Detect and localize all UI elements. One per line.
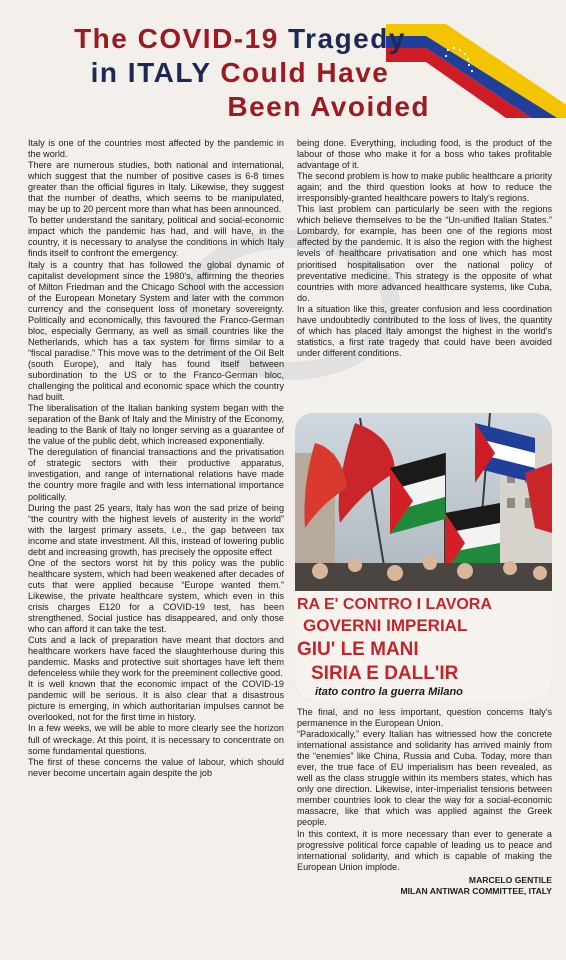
protest-photo-illustration bbox=[295, 413, 552, 700]
paragraph: There are numerous studies, both national and international, which suggest that the number of positive cases is 6-8 times greater than the official figures in Italy. Likewise, they suggest that the number of deaths, which seems to be manipulated, may be up to 20 percent more than what has been announced. bbox=[28, 160, 284, 215]
title-part: Could Have bbox=[220, 57, 390, 88]
title-line-1 bbox=[30, 22, 450, 56]
paragraph: To better understand the sanitary, political and social-economic impact which the pandemic has had, and will have, in the country, it is necessary to analyse the conditions in which Italy finds itself to confront the emergency. bbox=[28, 215, 284, 259]
paragraph: In a few weeks, we will be able to more clearly see the horizon full of wreckage. At this point, it is necessary to concentrate on some fundamental questions. bbox=[28, 723, 284, 756]
right-column-top bbox=[297, 138, 552, 359]
title-part: Been Avoided bbox=[227, 91, 430, 122]
paragraph: In a situation like this, greater confusion and less coordination have undoubtedly contributed to the loss of lives, the quantity of which has placed Italy amongst the highest in the world's statistics, a first rate tragedy that could have been avoided under different conditions. bbox=[297, 303, 552, 358]
paragraph: “Paradoxically,” every Italian has witnessed how the concrete international assistance and solidarity has arrived mainly from the “enemies” like China, Russia and Cuba. Today, more than ever, the true face of EU imperialism has been revealed, as well as the class struggle within its members states, which has only one direction. Likewise, inter-imperialist tensions between member countries look to clear the way for a social-economic massacre, like that which was applied against the Greek people. bbox=[297, 729, 552, 828]
right-column-bottom bbox=[297, 707, 552, 897]
protest-photo bbox=[295, 413, 552, 700]
paragraph: It is well known that the economic impact of the COVID-19 pandemic will be serious. It is also clear that a disastrous picture is emerging, in which authoritarian impulses cannot be overlooked, not for the first time in history. bbox=[28, 679, 284, 723]
paragraph: One of the sectors worst hit by this policy was the public healthcare system, which had been weakened after decades of cuts that were applied because “Europe wanted them.” Likewise, the private healthcare system, which even in this crisis charges E120 for a COVID-19 test, has been strengthened. Social justice has disappeared, and only those who can afford it can take the test. bbox=[28, 557, 284, 635]
paragraph: During the past 25 years, Italy has won the sad prize of being “the country with the highest levels of austerity in the world” with the largest primary assets, i.e., the gap between tax income and state investment. All this, instead of lowering public debt and increasing growth, has precisely the opposite effect bbox=[28, 502, 284, 557]
title-part: The COVID-19 bbox=[74, 23, 279, 54]
banner-text: RA E' CONTRO I LAVORA bbox=[297, 596, 492, 613]
paragraph: The first of these concerns the value of labour, which should never become uncertain again despite the job bbox=[28, 756, 284, 778]
paragraph: The liberalisation of the Italian banking system began with the separation of the Bank of Italy and the Ministry of the Economy, leading to the Bank of Italy no longer serving as a guarantee of the value of the public debt, which increased exponentially. bbox=[28, 403, 284, 447]
paragraph: The second problem is how to make public healthcare a priority again; and the third question looks at how to reduce the irresponsibly-granted healthcare powers to Italy's regions. bbox=[297, 171, 552, 204]
paragraph: The final, and no less important, question concerns Italy's permanence in the European Union. bbox=[297, 707, 552, 729]
left-column bbox=[28, 138, 284, 779]
title-line-2 bbox=[30, 56, 450, 90]
banner-text: SIRIA E DALL'IR bbox=[311, 663, 459, 684]
paragraph: being done. Everything, including food, is the product of the labour of those who make it for a boss who takes profitable advantage of it. bbox=[297, 138, 552, 171]
banner-caption: itato contro la guerra Milano bbox=[315, 686, 463, 698]
author-name: MARCELO GENTILE bbox=[468, 874, 552, 885]
article-title bbox=[30, 22, 450, 124]
paragraph: Cuts and a lack of preparation have meant that doctors and healthcare workers have faced the slaughterhouse during this pandemic. Masks and protective suit shortages have left them defenceless while they work for the preeminent collective good. bbox=[28, 635, 284, 679]
paragraph: This last problem can particularly be seen with the regions which believe themselves to be the “Un-unified Italian States.” Lombardy, for example, has been one of the regions most affected by the pandemic. It is also the region with the highest levels of healthcare privatisation and one which has most prioritised hospitalisation over the national policy of preventative medicine. This strategy is the opposite of what countries with more advanced healthcare systems, like Cuba, do. bbox=[297, 204, 552, 303]
title-part: Tragedy bbox=[288, 23, 406, 54]
paragraph: In this context, it is more necessary than ever to generate a progressive political force capable of leading us to peace and international solidarity, and which is capable of making the European Union implode. bbox=[297, 828, 552, 872]
title-line-3 bbox=[30, 90, 450, 124]
banner-text: GOVERNI IMPERIAL bbox=[303, 616, 468, 635]
author-signature bbox=[297, 875, 552, 897]
title-part: in ITALY bbox=[90, 57, 212, 88]
author-organization: MILAN ANTIWAR COMMITTEE, ITALY bbox=[400, 885, 552, 896]
paragraph: Italy is one of the countries most affected by the pandemic in the world. bbox=[28, 138, 284, 160]
paragraph: Italy is a country that has followed the global dynamic of capitalist development since the 1980's, affirming the theories of Milton Friedman and the Chicago School with the accession of the European Monetary System and later with the common currency and the consequent loss of monetary sovereignty. Politically and economically, this favoured the Franco-German bloc, especially Germany, as well as small countries like the Netherlands, which has a tax system for firms similar to a “fiscal paradise.” This move was to the detriment of the Oil Belt (south Europe), and Italy has found itself between subordination to the US or to the Franco-German bloc, challenging the political and economic space which the country had built. bbox=[28, 259, 284, 403]
paragraph: The deregulation of financial transactions and the privatisation of strategic sectors with their productive apparatus, investigation, and range of international relations have made the country more fragile and with less international importance politically. bbox=[28, 447, 284, 502]
banner-text: GIU' LE MANI bbox=[297, 639, 419, 660]
